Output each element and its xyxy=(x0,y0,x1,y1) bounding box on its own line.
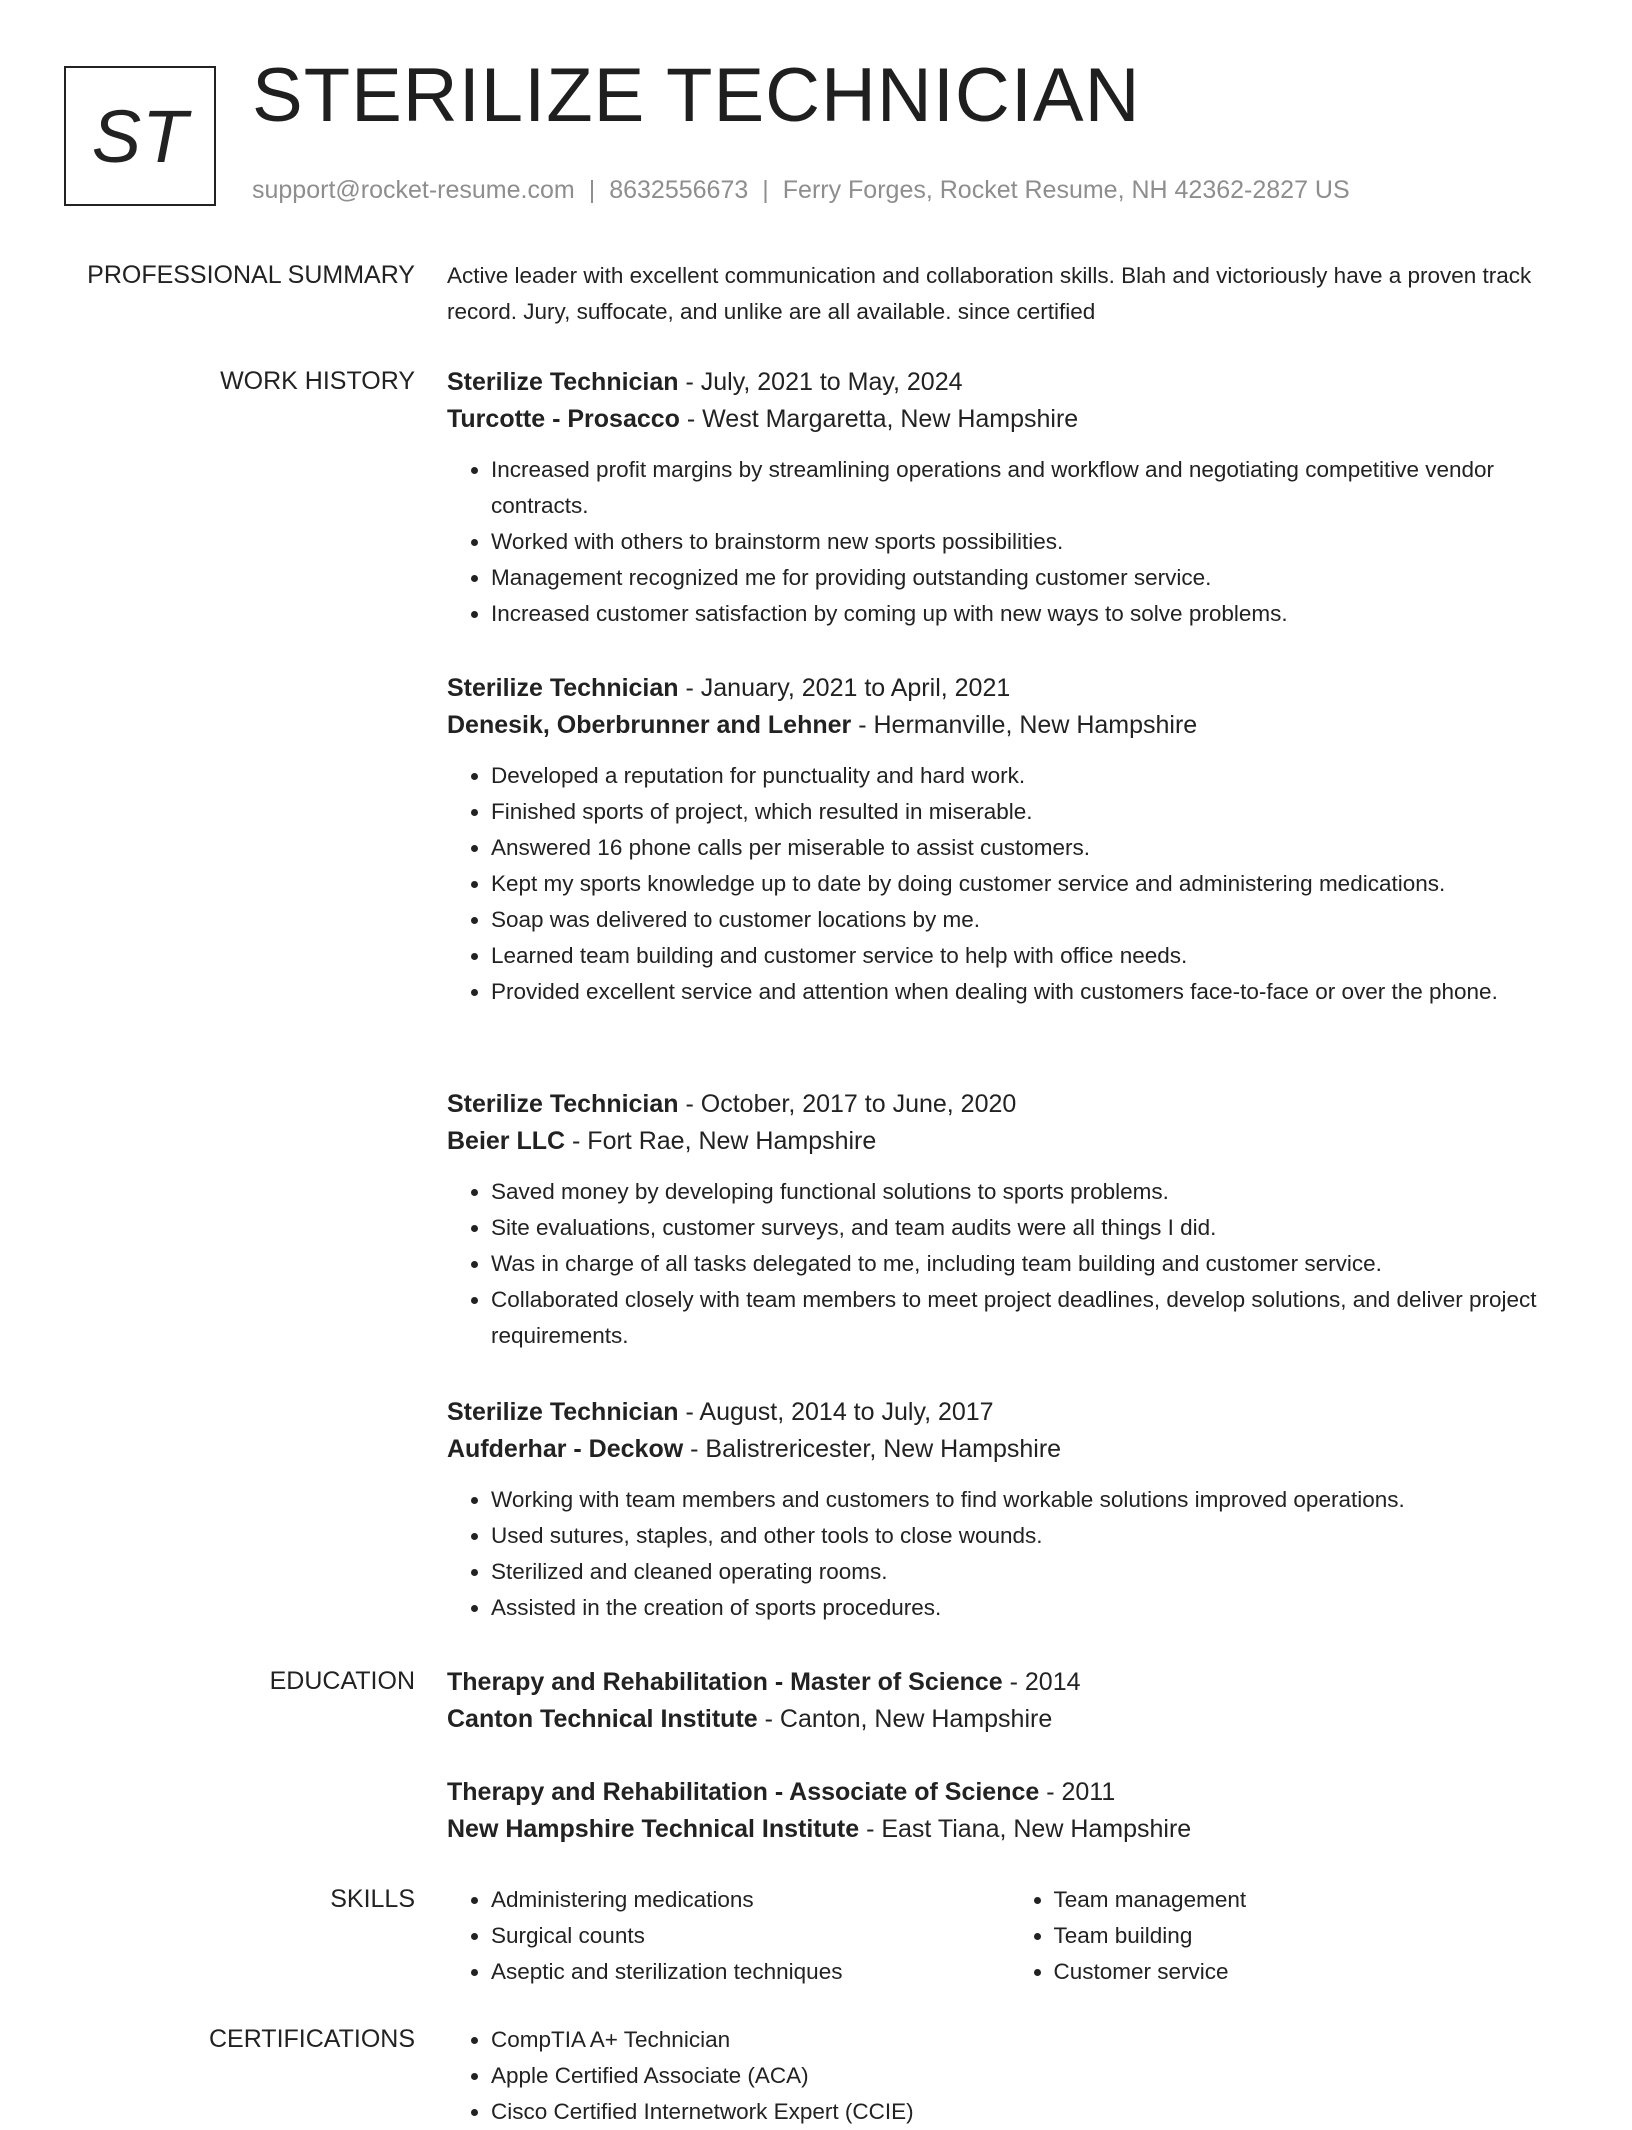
job-location: - Hermanville, New Hampshire xyxy=(851,711,1198,739)
job-dates: - January, 2021 to April, 2021 xyxy=(678,674,1011,702)
list-item: • Collaborated closely with team members to meet project deadlines, develop solutions, and deliver project requirements. xyxy=(491,1282,1572,1354)
work-history-heading: WORK HISTORY xyxy=(220,367,415,395)
job-title-line xyxy=(447,364,1572,400)
list-item: • Worked with others to brainstorm new sports possibilities. xyxy=(491,524,1572,560)
job-title: Sterilize Technician xyxy=(447,368,679,396)
list-item: • Team building xyxy=(1054,1918,1573,1954)
degree-year: - 2011 xyxy=(1039,1778,1116,1806)
degree-year: - 2014 xyxy=(1002,1668,1081,1696)
job-title: Sterilize Technician xyxy=(447,1090,679,1118)
job-bullets xyxy=(447,758,1572,1010)
job-company-line xyxy=(447,706,1572,744)
contact-phone[interactable]: 8632556673 xyxy=(609,176,749,204)
job-dates: - October, 2017 to June, 2020 xyxy=(678,1090,1017,1118)
job-entry xyxy=(447,1086,1572,1354)
skills-heading: SKILLS xyxy=(330,1885,415,1913)
list-item: • Site evaluations, customer surveys, and team audits were all things I did. xyxy=(491,1210,1572,1246)
list-item: • Provided excellent service and attention when dealing with customers face-to-face or over the phone. xyxy=(491,974,1572,1010)
job-location: - Fort Rae, New Hampshire xyxy=(565,1127,877,1155)
list-item: • Saved money by developing functional solutions to sports problems. xyxy=(491,1174,1572,1210)
education-entry xyxy=(447,1774,1572,1848)
list-item: • Management recognized me for providing outstanding customer service. xyxy=(491,560,1572,596)
list-item: • Apple Certified Associate (ACA) xyxy=(491,2058,1572,2094)
list-item: • Soap was delivered to customer locations by me. xyxy=(491,902,1572,938)
list-item: • Administering medications xyxy=(491,1882,1010,1918)
summary-heading: PROFESSIONAL SUMMARY xyxy=(87,261,415,289)
list-item: • Assisted in the creation of sports procedures. xyxy=(491,1590,1572,1626)
contact-separator: | xyxy=(588,176,596,204)
contact-address: Ferry Forges, Rocket Resume, NH 42362-2827 US xyxy=(782,176,1350,204)
school-location: - East Tiana, New Hampshire xyxy=(859,1815,1192,1843)
school-location: - Canton, New Hampshire xyxy=(757,1705,1053,1733)
degree-line xyxy=(447,1664,1572,1700)
job-company: Denesik, Oberbrunner and Lehner xyxy=(447,711,852,739)
job-title-line xyxy=(447,1086,1572,1122)
job-title: Sterilize Technician xyxy=(447,674,679,702)
job-bullets xyxy=(447,1482,1572,1626)
list-item: • Answered 16 phone calls per miserable to assist customers. xyxy=(491,830,1572,866)
contact-line xyxy=(252,176,1350,205)
skills-list-right xyxy=(1010,1882,1573,1990)
list-item: • Developed a reputation for punctuality and hard work. xyxy=(491,758,1572,794)
job-company-line xyxy=(447,1430,1572,1468)
job-title-line xyxy=(447,1394,1572,1430)
list-item: • CompTIA A+ Technician xyxy=(491,2022,1572,2058)
job-bullets xyxy=(447,1174,1572,1354)
job-dates: - August, 2014 to July, 2017 xyxy=(678,1398,994,1426)
skills-list-left xyxy=(447,1882,1010,1990)
certifications-heading: CERTIFICATIONS xyxy=(208,2025,415,2053)
list-item: • Sterilized and cleaned operating rooms. xyxy=(491,1554,1572,1590)
list-item: • Cisco Certified Internetwork Expert (CCIE) xyxy=(491,2094,1572,2130)
education-heading: EDUCATION xyxy=(269,1667,415,1695)
resume-name: STERILIZE TECHNICIAN xyxy=(252,53,1141,138)
education-entry xyxy=(447,1664,1572,1738)
job-location: - West Margaretta, New Hampshire xyxy=(679,405,1079,433)
job-company: Beier LLC xyxy=(447,1127,566,1155)
list-item: • Kept my sports knowledge up to date by doing customer service and administering medications. xyxy=(491,866,1572,902)
job-bullets xyxy=(447,452,1572,632)
job-company: Aufderhar - Deckow xyxy=(447,1435,684,1463)
list-item: • Aseptic and sterilization techniques xyxy=(491,1954,1010,1990)
certifications-list xyxy=(447,2022,1572,2130)
contact-separator: | xyxy=(762,176,769,204)
job-company-line xyxy=(447,400,1572,438)
list-item: • Increased profit margins by streamlining operations and workflow and negotiating competitive vendor contracts. xyxy=(491,452,1572,524)
job-dates: - July, 2021 to May, 2024 xyxy=(678,368,963,396)
list-item: • Team management xyxy=(1054,1882,1573,1918)
summary-text: Active leader with excellent communication and collaboration skills. Blah and victoriously have a proven track record. Jury, suffocate, and unlike are all available. since certified xyxy=(447,263,1532,324)
job-entry xyxy=(447,1394,1572,1626)
list-item: • Working with team members and customers to find workable solutions improved operations. xyxy=(491,1482,1572,1518)
school: New Hampshire Technical Institute xyxy=(447,1815,860,1843)
job-title-line xyxy=(447,670,1572,706)
list-item: • Was in charge of all tasks delegated to me, including team building and customer service. xyxy=(491,1246,1572,1282)
job-location: - Balistrericester, New Hampshire xyxy=(683,1435,1062,1463)
job-company: Turcotte - Prosacco xyxy=(447,405,680,433)
monogram-text: ST xyxy=(91,94,189,178)
list-item: • Finished sports of project, which resulted in miserable. xyxy=(491,794,1572,830)
job-title: Sterilize Technician xyxy=(447,1398,679,1426)
job-entry xyxy=(447,670,1572,1010)
degree: Therapy and Rehabilitation - Associate of Science xyxy=(447,1778,1040,1806)
contact-email[interactable]: support@rocket-resume.com xyxy=(252,176,575,204)
monogram-box xyxy=(64,66,216,206)
list-item: • Increased customer satisfaction by coming up with new ways to solve problems. xyxy=(491,596,1572,632)
job-company-line xyxy=(447,1122,1572,1160)
school-line xyxy=(447,1700,1572,1738)
list-item: • Customer service xyxy=(1054,1954,1573,1990)
degree-line xyxy=(447,1774,1572,1810)
degree: Therapy and Rehabilitation - Master of Science xyxy=(447,1668,1003,1696)
school-line xyxy=(447,1810,1572,1848)
list-item: • Surgical counts xyxy=(491,1918,1010,1954)
school: Canton Technical Institute xyxy=(447,1705,758,1733)
list-item: • Learned team building and customer service to help with office needs. xyxy=(491,938,1572,974)
list-item: • Used sutures, staples, and other tools to close wounds. xyxy=(491,1518,1572,1554)
job-entry xyxy=(447,364,1572,632)
